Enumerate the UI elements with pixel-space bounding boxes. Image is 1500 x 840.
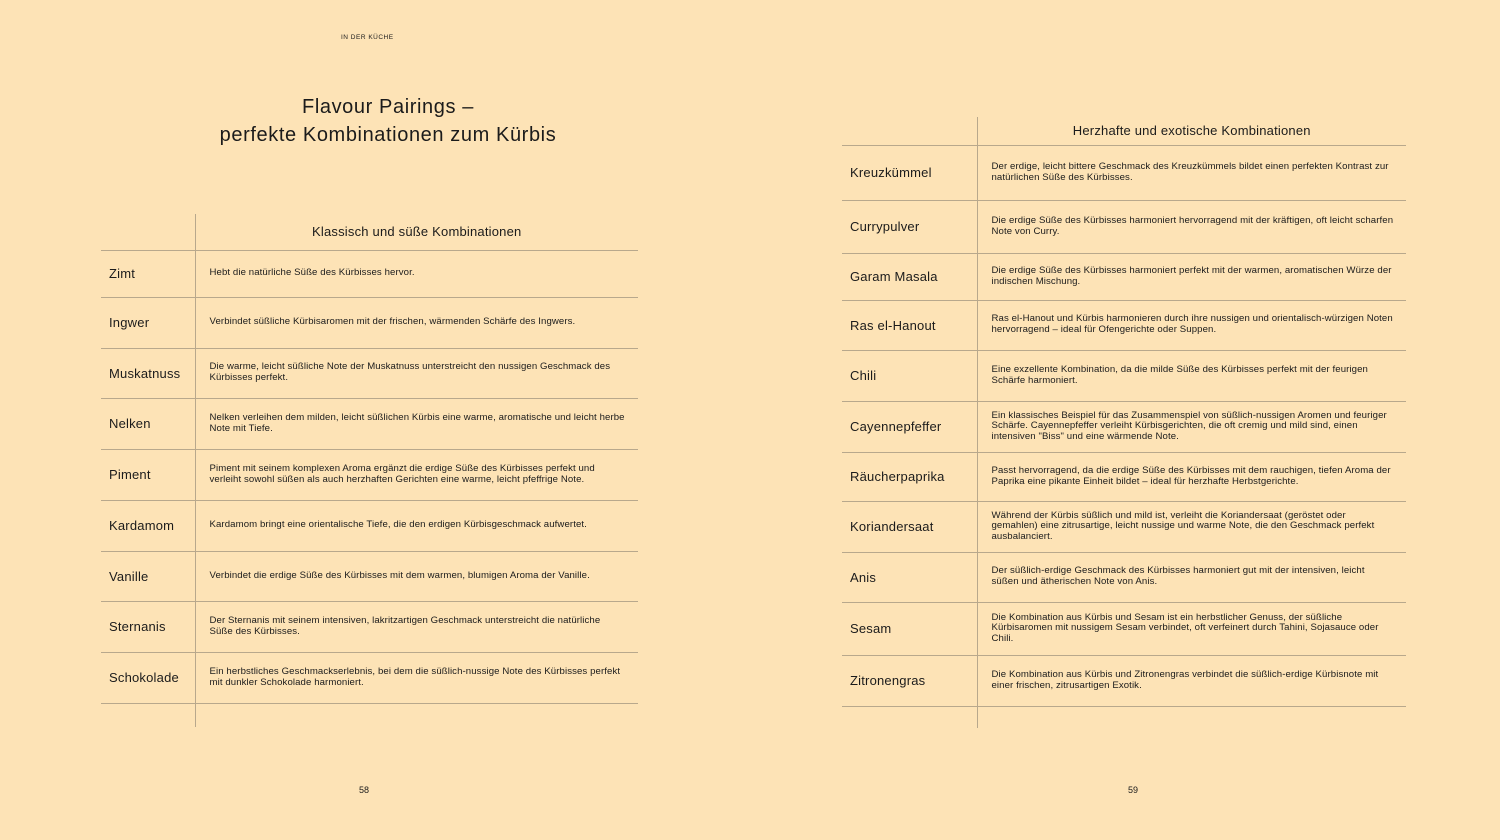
table-row (101, 551, 638, 601)
table-heading: Klassisch und süße Kombinationen (195, 214, 638, 250)
ingredient-name: Piment (101, 449, 195, 500)
pairing-description: Passt hervorragend, da die erdige Süße des Kürbisses mit dem rauchigen, tiefen Aroma der Paprika eine pikante Einheit bildet – ideal für herzhafte Herbstgerichte. (977, 452, 1406, 501)
table-row (842, 350, 1406, 401)
table-tail-row (101, 703, 638, 727)
running-head: IN DER KÜCHE (341, 34, 394, 41)
pairing-description: Der süßlich-erdige Geschmack des Kürbisses harmoniert gut mit der intensiven, leicht süßen und ätherischen Note von Anis. (977, 552, 1406, 602)
table-row (101, 652, 638, 703)
table-row (101, 250, 638, 297)
ingredient-name: Sternanis (101, 601, 195, 652)
right-page (750, 0, 1500, 840)
ingredient-name: Vanille (101, 551, 195, 601)
table-row (101, 601, 638, 652)
pairing-description: Während der Kürbis süßlich und mild ist, verleiht die Koriandersaat (geröstet oder gemahlen) eine zitrusartige, leicht nussige und warme Note, die den Geschmack perfekt ausbalanciert. (977, 501, 1406, 552)
table-row (842, 401, 1406, 452)
table-row (842, 552, 1406, 602)
ingredient-name: Chili (842, 350, 977, 401)
ingredient-name: Koriandersaat (842, 501, 977, 552)
page-number: 59 (1128, 785, 1139, 795)
tail-cell (195, 703, 638, 727)
ingredient-name: Zitronengras (842, 655, 977, 706)
ingredient-name: Cayennepfeffer (842, 401, 977, 452)
pairing-description: Die erdige Süße des Kürbisses harmoniert hervorragend mit der kräftigen, oft leicht scharfen Note von Curry. (977, 200, 1406, 253)
classic-pairings-table (101, 214, 638, 727)
pairing-description: Die Kombination aus Kürbis und Sesam ist ein herbstlicher Genuss, der süßliche Kürbisaromen mit nussigem Sesam verbindet, oft verfeinert durch Tahini, Sojasauce oder Chili. (977, 602, 1406, 655)
pairing-description: Eine exzellente Kombination, da die milde Süße des Kürbisses perfekt mit der feurigen Schärfe harmoniert. (977, 350, 1406, 401)
ingredient-name: Räucherpaprika (842, 452, 977, 501)
page-title (100, 93, 676, 149)
table-row (842, 452, 1406, 501)
ingredient-name: Ras el-Hanout (842, 300, 977, 350)
tail-cell (842, 706, 977, 728)
pairing-description: Der erdige, leicht bittere Geschmack des Kreuzkümmels bildet einen perfekten Kontrast zur natürlichen Süße des Kürbisses. (977, 145, 1406, 200)
tail-cell (977, 706, 1406, 728)
pairing-description: Kardamom bringt eine orientalische Tiefe, die den erdigen Kürbisgeschmack aufwertet. (195, 500, 638, 551)
title-line-1: Flavour Pairings – (302, 96, 474, 118)
ingredient-name: Kardamom (101, 500, 195, 551)
ingredient-name: Nelken (101, 398, 195, 449)
ingredient-name: Schokolade (101, 652, 195, 703)
pairing-description: Piment mit seinem komplexen Aroma ergänzt die erdige Süße des Kürbisses perfekt und verleiht sowohl süßen als auch herzhaften Gerichten eine warme, leicht pfeffrige Note. (195, 449, 638, 500)
pairing-description: Die erdige Süße des Kürbisses harmoniert perfekt mit der warmen, aromatischen Würze der indischen Mischung. (977, 253, 1406, 300)
pairing-description: Ein herbstliches Geschmackserlebnis, bei dem die süßlich-nussige Note des Kürbisses perfekt mit dunkler Schokolade harmoniert. (195, 652, 638, 703)
table-heading: Herzhafte und exotische Kombinationen (977, 117, 1406, 145)
ingredient-name: Zimt (101, 250, 195, 297)
table-row (842, 200, 1406, 253)
pairing-description: Die warme, leicht süßliche Note der Muskatnuss unterstreicht den nussigen Geschmack des Kürbisses perfekt. (195, 348, 638, 398)
savory-pairings-table (842, 117, 1406, 728)
header-blank-cell (842, 117, 977, 145)
table-row (842, 145, 1406, 200)
pairing-description: Ein klassisches Beispiel für das Zusammenspiel von süßlich-nussigen Aromen und feuriger Schärfe. Cayennepfeffer verleiht Kürbisgerichten, die oft cremig und mild sind, einen intensiven "Biss" und eine wärmende Note. (977, 401, 1406, 452)
table-row (101, 297, 638, 348)
table-row (842, 300, 1406, 350)
header-blank-cell (101, 214, 195, 250)
pairing-description: Der Sternanis mit seinem intensiven, lakritzartigen Geschmack unterstreicht die natürliche Süße des Kürbisses. (195, 601, 638, 652)
table-row (842, 253, 1406, 300)
ingredient-name: Sesam (842, 602, 977, 655)
pairing-description: Ras el-Hanout und Kürbis harmonieren durch ihre nussigen und orientalisch-würzigen Noten hervorragend – ideal für Ofengerichte oder Suppen. (977, 300, 1406, 350)
ingredient-name: Currypulver (842, 200, 977, 253)
table-tail-row (842, 706, 1406, 728)
ingredient-name: Kreuzkümmel (842, 145, 977, 200)
ingredient-name: Garam Masala (842, 253, 977, 300)
table-row (101, 449, 638, 500)
table-row (842, 501, 1406, 552)
ingredient-name: Ingwer (101, 297, 195, 348)
pairing-description: Verbindet die erdige Süße des Kürbisses mit dem warmen, blumigen Aroma der Vanille. (195, 551, 638, 601)
table-row (101, 348, 638, 398)
tail-cell (101, 703, 195, 727)
ingredient-name: Anis (842, 552, 977, 602)
ingredient-name: Muskatnuss (101, 348, 195, 398)
table-row (842, 602, 1406, 655)
table-row (101, 500, 638, 551)
pairing-description: Verbindet süßliche Kürbisaromen mit der frischen, wärmenden Schärfe des Ingwers. (195, 297, 638, 348)
pairing-description: Nelken verleihen dem milden, leicht süßlichen Kürbis eine warme, aromatische und leicht herbe Note mit Tiefe. (195, 398, 638, 449)
pairing-description: Hebt die natürliche Süße des Kürbisses hervor. (195, 250, 638, 297)
title-line-2: perfekte Kombinationen zum Kürbis (219, 124, 557, 146)
table-row (101, 398, 638, 449)
table-row (842, 655, 1406, 706)
pairing-description: Die Kombination aus Kürbis und Zitronengras verbindet die süßlich-erdige Kürbisnote mit einer frischen, zitrusartigen Exotik. (977, 655, 1406, 706)
page-number: 58 (359, 785, 370, 795)
